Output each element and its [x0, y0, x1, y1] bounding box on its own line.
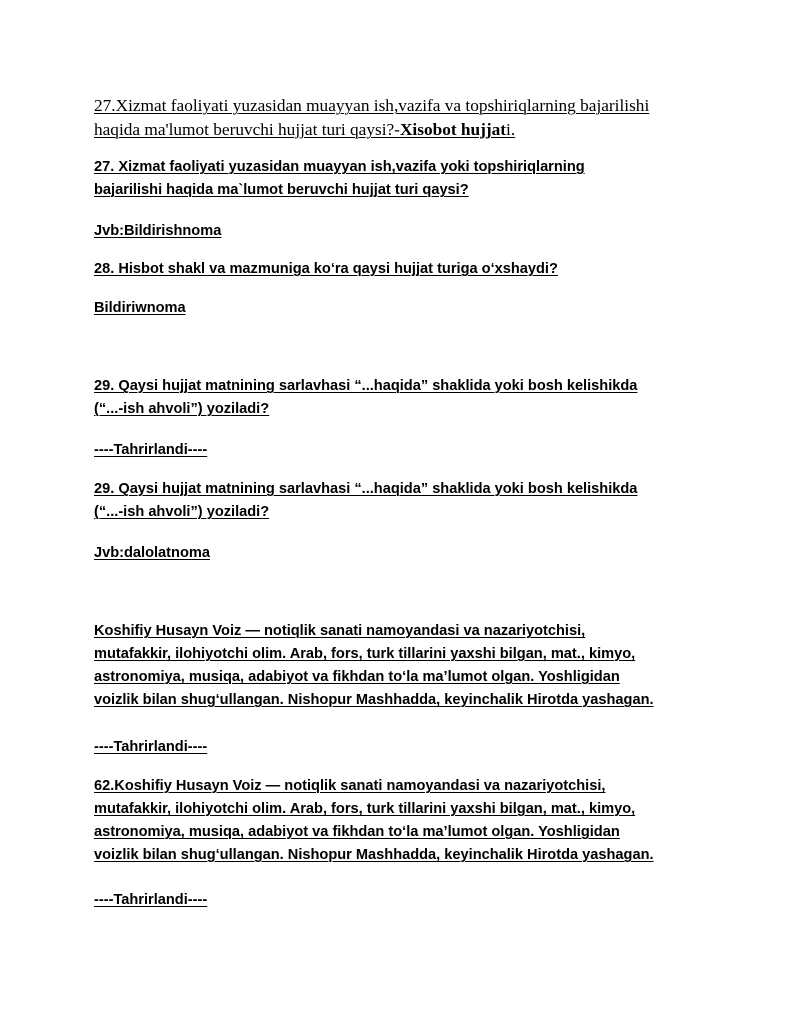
question-29-first	[94, 375, 637, 421]
question-28	[94, 258, 558, 281]
text-line: 28. Hisbot shakl va mazmuniga ko‘ra qaysi hujjat turiga o‘xshaydi?	[94, 261, 558, 277]
text-line: 62.Koshifiy Husayn Voiz — notiqlik sanati namoyandasi va nazariyotchisi,	[94, 778, 606, 794]
text-line: Koshifiy Husayn Voiz — notiqlik sanati namoyandasi va nazariyotchisi,	[94, 623, 586, 639]
text-line: Jvb:dalolatnoma	[94, 545, 210, 561]
text-line: (“...-ish ahvoli”) yoziladi?	[94, 401, 270, 417]
answer-28	[94, 297, 186, 320]
answer-27	[94, 220, 221, 243]
text-line: ----Tahrirlandi----	[94, 739, 208, 755]
text-line: ----Tahrirlandi----	[94, 892, 208, 908]
text-segment: haqida ma'lumot beruvchi hujjat turi qaysi?-	[94, 120, 400, 139]
text-line: (“...-ish ahvoli”) yoziladi?	[94, 504, 270, 520]
text-line: mutafakkir, ilohiyotchi olim. Arab, fors, turk tillarini yaxshi bilgan, mat., kimyo,	[94, 801, 636, 817]
answer-tail: i.	[506, 120, 516, 139]
biography-paragraph	[94, 620, 654, 712]
text-line: 29. Qaysi hujjat matnining sarlavhasi “...haqida” shaklida yoki bosh kelishikda	[94, 378, 638, 394]
question-27-serif	[94, 94, 649, 142]
biography-paragraph-62	[94, 775, 654, 867]
edited-marker	[94, 439, 207, 462]
text-line: mutafakkir, ilohiyotchi olim. Arab, fors, turk tillarini yaxshi bilgan, mat., kimyo,	[94, 646, 636, 662]
edited-marker	[94, 736, 207, 759]
text-line: astronomiya, musiqa, adabiyot va fikhdan to‘la ma’lumot olgan. Yoshligidan	[94, 669, 620, 685]
text-line: Jvb:Bildirishnoma	[94, 223, 222, 239]
text-line	[94, 118, 649, 142]
text-line: ----Tahrirlandi----	[94, 442, 208, 458]
text-line: astronomiya, musiqa, adabiyot va fikhdan to‘la ma’lumot olgan. Yoshligidan	[94, 824, 620, 840]
text-line: Bildiriwnoma	[94, 300, 186, 316]
text-line: bajarilishi haqida ma`lumot beruvchi hujjat turi qaysi?	[94, 182, 469, 198]
question-27	[94, 156, 585, 202]
text-line: voizlik bilan shug‘ullangan. Nishopur Mashhadda, keyinchalik Hirotda yashagan.	[94, 847, 654, 863]
answer-29	[94, 542, 210, 565]
text-line: voizlik bilan shug‘ullangan. Nishopur Mashhadda, keyinchalik Hirotda yashagan.	[94, 692, 654, 708]
answer-bold: Xisobot hujjat	[399, 120, 507, 139]
edited-marker	[94, 889, 207, 912]
question-29-second	[94, 478, 637, 524]
text-line: 29. Qaysi hujjat matnining sarlavhasi “...haqida” shaklida yoki bosh kelishikda	[94, 481, 638, 497]
text-line: 27. Xizmat faoliyati yuzasidan muayyan ish,vazifa yoki topshiriqlarning	[94, 159, 585, 175]
text-line: 27.Xizmat faoliyati yuzasidan muayyan ish,vazifa va topshiriqlarning bajarilishi	[94, 96, 650, 115]
